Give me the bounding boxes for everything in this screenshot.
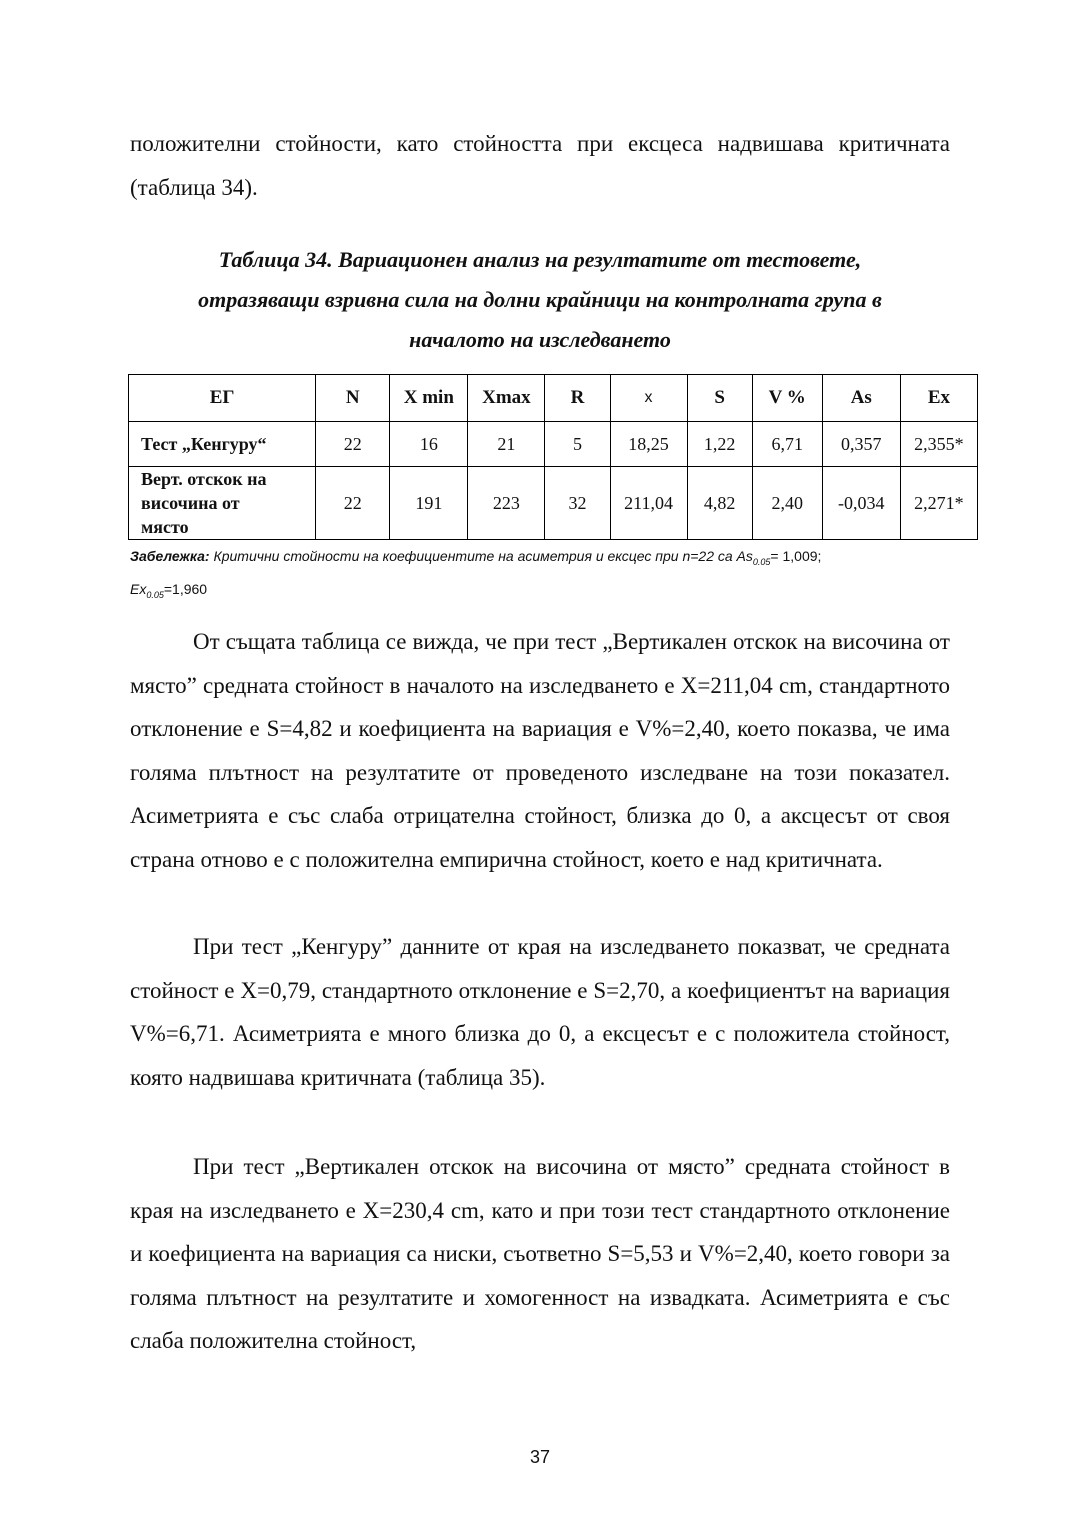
header-n: N <box>316 375 390 422</box>
note-as-symbol: As <box>736 548 753 564</box>
body-paragraph: При тест „Кенгуру” данните от края на изследването показват, че средната стойност е X=0,79, стандартното отклонение е S=2,70, а коефициентът на вариация V%=6,71. Асиметрията е много близка до 0, а ексцесът е с положитела стойност, която надвишава критичната (таблица 35). <box>130 934 950 1090</box>
table-caption-line-1: Таблица 34. Вариационен анализ на резултатите от тестовете, <box>218 247 862 272</box>
header-as: As <box>822 375 900 422</box>
table-caption-line-2: отразяващи взривна сила на долни крайници на контролната група в <box>198 287 882 312</box>
table-row <box>129 467 978 540</box>
header-v: V % <box>752 375 822 422</box>
table-header-row <box>129 375 978 422</box>
body-paragraph: От същата таблица се вижда, че при тест „Вертикален отскок на височина от място” средната стойност в началото на изследването е X=211,04 cm, стандартното отклонение е S=4,82 и коефициента на вариация е V%=2,40, което показва, че има голяма плътност на резултатите от проведеното изследване на този показател. Асиметрията е със слаба отрицателна стойност, близка до 0, а аксцесът от своя страна отново е с положителна емпирична стойност, което е над критичната. <box>130 629 950 872</box>
note-ex-subscript: 0.05 <box>146 589 164 600</box>
note-ex-value: =1,960 <box>163 580 208 597</box>
cell-ex: 2,271* <box>900 467 977 540</box>
row-label-line-2: височина от <box>141 493 240 513</box>
body-paragraph: При тест „Вертикален отскок на височина от място” средната стойност в края на изследването е X=230,4 cm, като и при този тест стандартното отклонение и коефициента на вариация са ниски, съответно S=5,53 и V%=2,40, което говори за голяма плътност на резултатите и хомогенност на извадката. Асиметрията е със слаба положителна стойност, <box>130 1154 950 1353</box>
row-label <box>129 467 316 540</box>
intro-paragraph: положителни стойности, като стойността при ексцеса надвишава критичната (таблица 34). <box>130 131 950 200</box>
cell-mean: 18,25 <box>610 422 687 467</box>
cell-xmin: 191 <box>390 467 468 540</box>
note-label: Забележка: <box>130 548 210 564</box>
header-mean: x <box>610 375 687 422</box>
table-caption <box>130 240 950 360</box>
cell-r: 32 <box>545 467 610 540</box>
note-as-value: = 1,009; <box>770 548 822 564</box>
statistics-table <box>128 374 978 540</box>
table-note <box>130 543 960 609</box>
cell-n: 22 <box>316 422 390 467</box>
cell-ex: 2,355* <box>900 422 977 467</box>
header-xmin: X min <box>390 375 468 422</box>
header-ex: Ex <box>900 375 977 422</box>
cell-s: 4,82 <box>687 467 752 540</box>
cell-xmax: 223 <box>468 467 545 540</box>
cell-as: 0,357 <box>822 422 900 467</box>
header-s: S <box>687 375 752 422</box>
row-label: Тест „Кенгуру“ <box>129 422 316 467</box>
header-r: R <box>545 375 610 422</box>
header-xmax: Xmax <box>468 375 545 422</box>
cell-xmin: 16 <box>390 422 468 467</box>
row-label-line-1: Верт. отскок на <box>141 469 267 489</box>
cell-v: 6,71 <box>752 422 822 467</box>
table-row <box>129 422 978 467</box>
note-as-subscript: 0.05 <box>752 556 771 567</box>
cell-n: 22 <box>316 467 390 540</box>
header-eg: ЕГ <box>129 375 316 422</box>
cell-xmax: 21 <box>468 422 545 467</box>
cell-as: -0,034 <box>822 467 900 540</box>
table-caption-line-3: началото на изследването <box>409 327 671 352</box>
cell-r: 5 <box>545 422 610 467</box>
cell-s: 1,22 <box>687 422 752 467</box>
note-ex-symbol: Ex <box>130 580 147 597</box>
cell-mean: 211,04 <box>610 467 687 540</box>
row-label-line-3: място <box>141 517 189 537</box>
note-text: Критични стойности на коефициентите на асиметрия и ексцес при n=22 са <box>213 548 733 564</box>
cell-v: 2,40 <box>752 467 822 540</box>
page-number: 37 <box>529 1447 551 1467</box>
